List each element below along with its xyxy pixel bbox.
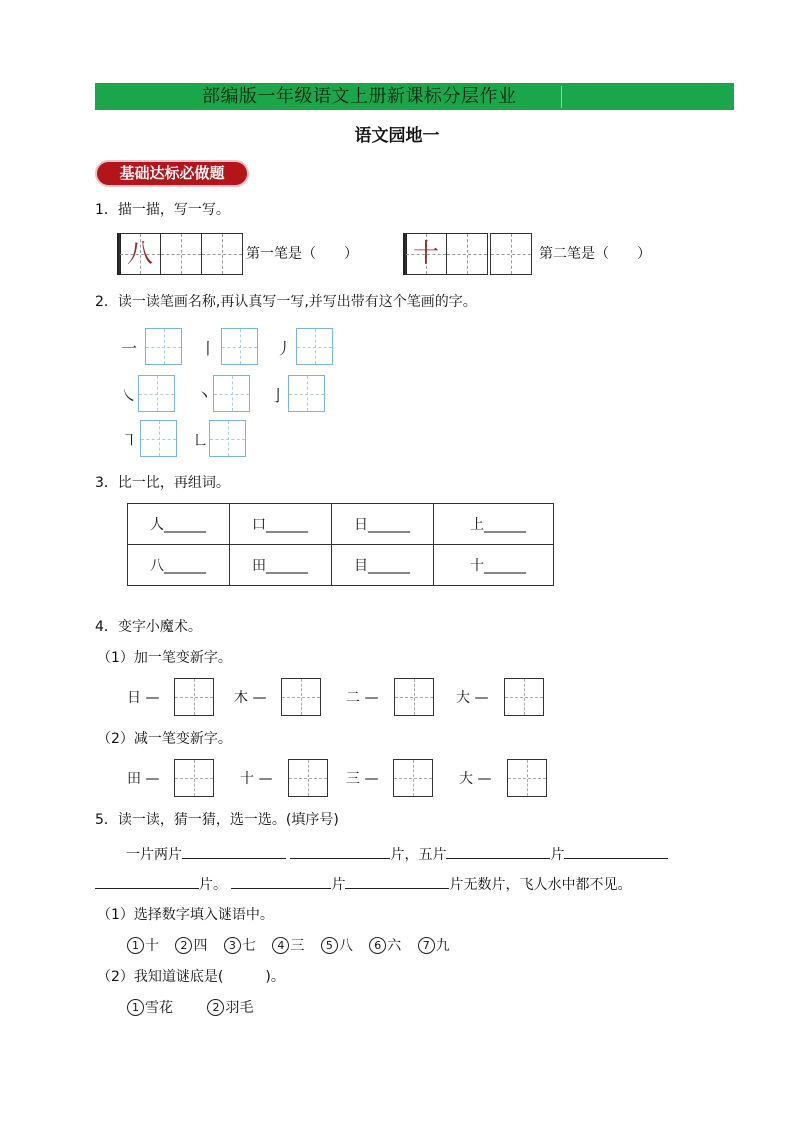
trace-cell[interactable]: 十 bbox=[405, 233, 447, 275]
table-row bbox=[128, 545, 554, 586]
fill-blank[interactable] bbox=[564, 844, 668, 859]
option[interactable]: 1 雪花 bbox=[127, 1000, 173, 1016]
table-cell[interactable]: 八______ bbox=[128, 545, 230, 586]
remove-prompt: 大 — bbox=[459, 771, 492, 787]
answer-cell[interactable] bbox=[174, 759, 214, 797]
table-cell[interactable]: 人______ bbox=[128, 504, 230, 545]
option[interactable]: 4 三 bbox=[272, 938, 304, 954]
question-5-heading: 5．读一读，猜一猜，选一选。(填序号) bbox=[95, 812, 339, 828]
add-prompt: 二 — bbox=[346, 690, 379, 706]
stroke-shugou: 亅 bbox=[270, 386, 287, 405]
add-prompt: 日 — bbox=[127, 690, 160, 706]
fill-blank[interactable] bbox=[95, 874, 199, 889]
option[interactable]: 1 十 bbox=[127, 938, 159, 954]
fill-blank[interactable] bbox=[345, 874, 449, 889]
question-1-heading: 1．描一描，写一写。 bbox=[95, 202, 230, 218]
stroke-na: ㇏ bbox=[121, 386, 138, 405]
write-cell[interactable] bbox=[490, 233, 532, 275]
add-prompt: 大 — bbox=[456, 690, 489, 706]
stroke-dian: 丶 bbox=[196, 386, 213, 405]
compare-table bbox=[127, 503, 554, 586]
write-cell[interactable] bbox=[160, 233, 202, 275]
option[interactable]: 2 四 bbox=[175, 938, 207, 954]
stroke-write-cell[interactable] bbox=[213, 375, 250, 412]
table-cell[interactable]: 上______ bbox=[434, 504, 554, 545]
remove-prompt: 十 — bbox=[240, 771, 273, 787]
stroke-write-cell[interactable] bbox=[296, 328, 333, 365]
first-stroke-prompt: 第一笔是（ ） bbox=[246, 246, 358, 262]
table-cell[interactable]: 目______ bbox=[332, 545, 434, 586]
write-cell[interactable] bbox=[201, 233, 243, 275]
stroke-shu: 丨 bbox=[200, 339, 217, 358]
choose-number-subheading: （1）选择数字填入谜语中。 bbox=[97, 907, 274, 923]
answer-subheading: （2）我知道谜底是( )。 bbox=[97, 969, 285, 985]
option[interactable]: 7 九 bbox=[418, 938, 450, 954]
answer-options bbox=[127, 998, 253, 1018]
answer-cell[interactable] bbox=[394, 678, 434, 716]
stroke-write-cell[interactable] bbox=[145, 328, 182, 365]
option[interactable]: 5 八 bbox=[321, 938, 353, 954]
second-stroke-prompt: 第二笔是（ ） bbox=[539, 246, 651, 262]
add-prompt: 木 — bbox=[234, 690, 267, 706]
stroke-write-cell[interactable] bbox=[209, 420, 246, 457]
banner-divider bbox=[561, 86, 562, 108]
page-title: 语文园地一 bbox=[354, 126, 440, 146]
table-cell[interactable]: 日______ bbox=[332, 504, 434, 545]
table-cell[interactable]: 口______ bbox=[230, 504, 332, 545]
fill-blank[interactable] bbox=[231, 874, 331, 889]
question-4-heading: 4．变字小魔术。 bbox=[95, 619, 202, 635]
answer-cell[interactable] bbox=[393, 759, 433, 797]
table-row bbox=[128, 504, 554, 545]
stroke-pie: 丿 bbox=[276, 339, 293, 358]
answer-cell[interactable] bbox=[507, 759, 547, 797]
remove-stroke-subheading: （2）减一笔变新字。 bbox=[97, 731, 232, 747]
question-3-heading: 3．比一比，再组词。 bbox=[95, 475, 230, 491]
answer-cell[interactable] bbox=[281, 678, 321, 716]
answer-cell[interactable] bbox=[288, 759, 328, 797]
stroke-write-cell[interactable] bbox=[140, 420, 177, 457]
option[interactable]: 3 七 bbox=[224, 938, 256, 954]
table-cell[interactable]: 田______ bbox=[230, 545, 332, 586]
stroke-write-cell[interactable] bbox=[138, 375, 175, 412]
write-cell[interactable] bbox=[446, 233, 488, 275]
answer-cell[interactable] bbox=[504, 678, 544, 716]
option[interactable]: 2 羽毛 bbox=[207, 1000, 253, 1016]
stroke-heng: 一 bbox=[121, 339, 138, 358]
stroke-shuzhe: ㇗ bbox=[192, 431, 209, 450]
section-badge: 基础达标必做题 bbox=[95, 160, 249, 187]
number-options bbox=[127, 936, 450, 956]
option[interactable]: 6 六 bbox=[369, 938, 401, 954]
add-stroke-subheading: （1）加一笔变新字。 bbox=[97, 650, 232, 666]
fill-blank[interactable] bbox=[182, 844, 286, 859]
trace-cell[interactable]: 八 bbox=[119, 233, 161, 275]
riddle-line-1: 一片两片 片，五片 片 bbox=[126, 844, 668, 865]
question-2-heading: 2．读一读笔画名称,再认真写一写,并写出带有这个笔画的字。 bbox=[95, 294, 477, 310]
remove-prompt: 三 — bbox=[346, 771, 379, 787]
stroke-hengzhe: ㇕ bbox=[121, 431, 138, 450]
fill-blank[interactable] bbox=[290, 844, 390, 859]
riddle-line-2: 片。 片 片无数片，飞人水中都不见。 bbox=[95, 874, 631, 895]
banner-title: 部编版一年级语文上册新课标分层作业 bbox=[202, 86, 517, 107]
table-cell[interactable]: 十______ bbox=[434, 545, 554, 586]
remove-prompt: 田 — bbox=[127, 771, 160, 787]
answer-cell[interactable] bbox=[174, 678, 214, 716]
stroke-write-cell[interactable] bbox=[221, 328, 258, 365]
fill-blank[interactable] bbox=[446, 844, 550, 859]
stroke-write-cell[interactable] bbox=[288, 375, 325, 412]
